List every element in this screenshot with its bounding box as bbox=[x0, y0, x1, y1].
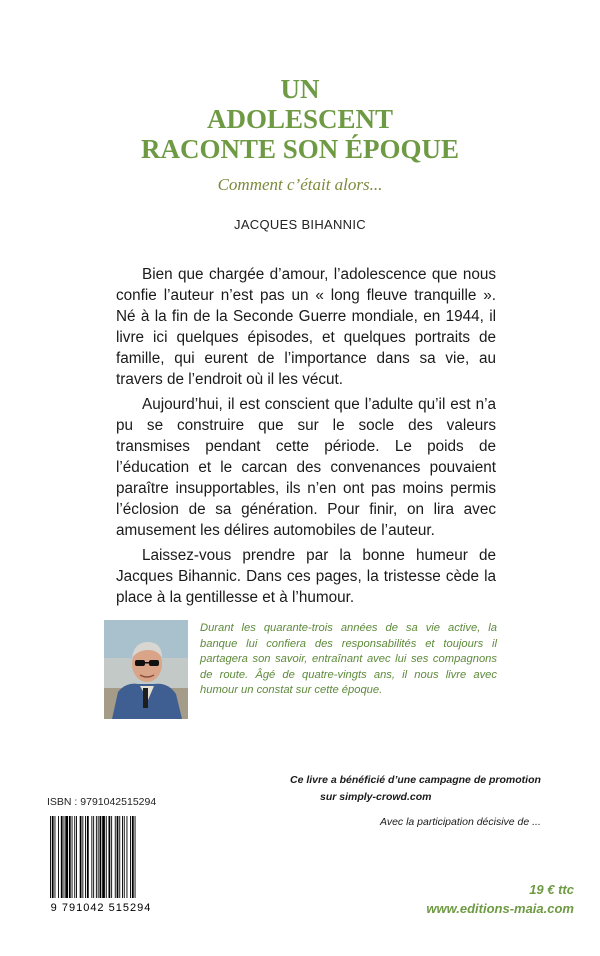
barcode-bar bbox=[82, 816, 83, 898]
summary-paragraph-3: Laissez-vous prendre par la bonne humeur de Jacques Bihannic. Dans ces pages, la tristesse cède la place à la gentillesse et à l’humour. bbox=[116, 547, 496, 606]
barcode-bar bbox=[69, 816, 71, 898]
barcode-bar bbox=[52, 816, 54, 898]
author-bio: Durant les quarante-trois années de sa vie active, la banque lui confiera des responsabilités et toujours il partagera son savoir, entraînant avec lui ses compagnons de route. Âgé de quatre-vingts ans, il nous livre avec humour un constat sur cette époque. bbox=[200, 622, 497, 696]
barcode-digits: 9 791042 515294 bbox=[50, 902, 152, 914]
barcode-bar bbox=[93, 816, 94, 898]
barcode-bar bbox=[64, 816, 65, 898]
barcode-bar bbox=[111, 816, 112, 898]
barcode-bar bbox=[117, 816, 119, 898]
barcode-bar bbox=[106, 816, 107, 898]
barcode-bar bbox=[50, 816, 51, 898]
barcode-bar bbox=[100, 816, 102, 898]
barcode-bar bbox=[74, 816, 75, 898]
barcode-bar bbox=[58, 816, 59, 898]
promo-line-1: Ce livre a bénéficié d’une campagne de promotion bbox=[290, 774, 541, 786]
participation-note: Avec la participation décisive de ... bbox=[380, 816, 541, 828]
barcode-bar bbox=[135, 816, 136, 898]
publisher-website: www.editions-maia.com bbox=[426, 901, 574, 916]
barcode bbox=[42, 812, 160, 914]
summary-paragraph-1: Bien que chargée d’amour, l’adolescence que nous confie l’auteur n’est pas un « long fleuve tranquille ». Né à la fin de la Seconde Guerre mondiale, en 1944, il livre ici quelques épisodes, et quelques portraits de famille, qui eurent de l’importance dans sa vie, au travers de l’endroit où il les vécut. bbox=[116, 266, 496, 388]
barcode-bar bbox=[124, 816, 125, 898]
author-photo bbox=[104, 620, 188, 719]
isbn-label: ISBN : 9791042515294 bbox=[47, 796, 157, 808]
barcode-bar bbox=[76, 816, 77, 898]
barcode-bar bbox=[119, 816, 120, 898]
barcode-bar bbox=[98, 816, 99, 898]
barcode-bar bbox=[115, 816, 116, 898]
barcode-bar bbox=[127, 816, 128, 898]
book-title bbox=[0, 74, 600, 164]
promo-line-2: sur simply-crowd.com bbox=[320, 791, 432, 803]
title-line-3: RACONTE SON ÉPOQUE bbox=[140, 134, 460, 164]
barcode-bar bbox=[130, 816, 131, 898]
summary-text bbox=[116, 264, 496, 612]
title-line-2: ADOLESCENT bbox=[206, 104, 394, 134]
promo-notice bbox=[290, 772, 580, 806]
author-portrait-illustration bbox=[104, 620, 188, 719]
barcode-bar bbox=[72, 816, 73, 898]
barcode-bar bbox=[87, 816, 89, 898]
barcode-bar bbox=[91, 816, 92, 898]
barcode-bar bbox=[102, 816, 105, 898]
barcode-bar bbox=[80, 816, 82, 898]
title-line-1: UN bbox=[280, 74, 320, 104]
barcode-bar bbox=[109, 816, 111, 898]
barcode-bar bbox=[61, 816, 63, 898]
book-subtitle: Comment c’était alors... bbox=[217, 175, 383, 194]
barcode-bar bbox=[55, 816, 56, 898]
summary-paragraph-2: Aujourd’hui, il est conscient que l’adulte qu’il est n’a pu se construire que sur le socle des valeurs transmises pendant cette période. Le poids de l’éducation et le carcan des convenances pouvaient paraître insupportables, ils n’en ont pas moins permis l’éclosion de sa génération. Pour finir, on lira avec amusement les délires automobiles de l’auteur. bbox=[116, 396, 496, 539]
barcode-bar bbox=[122, 816, 123, 898]
author-name: JACQUES BIHANNIC bbox=[234, 217, 366, 232]
barcode-bar bbox=[85, 816, 86, 898]
barcode-bar bbox=[132, 816, 134, 898]
barcode-bar bbox=[96, 816, 97, 898]
price: 19 € ttc bbox=[529, 882, 574, 897]
barcode-bar bbox=[65, 816, 68, 898]
barcode-graphic bbox=[42, 812, 160, 914]
